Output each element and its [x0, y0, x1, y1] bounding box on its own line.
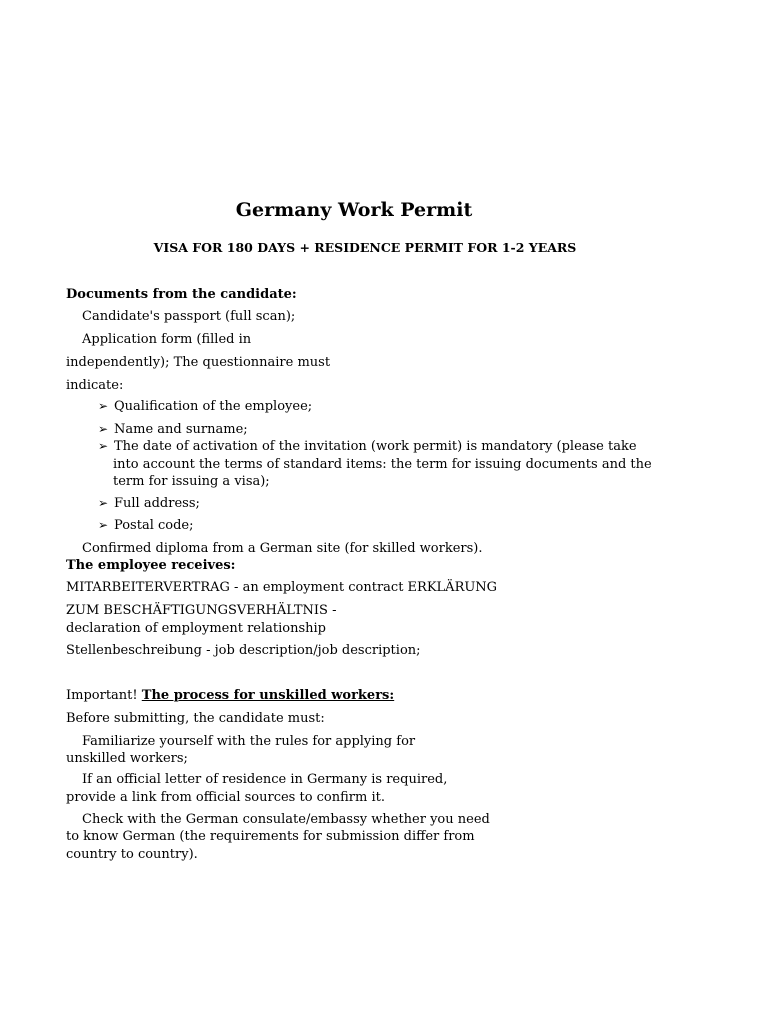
bullet-text: The date of activation of the invitation (work permit) is mandatory (please take — [114, 439, 637, 454]
consulate-check-line-1: Check with the German consulate/embassy whether you need — [82, 812, 490, 827]
before-submitting-line: Before submitting, the candidate must: — [66, 711, 325, 726]
bullet-name-surname — [98, 421, 248, 438]
employee-receives-heading: The employee receives: — [66, 558, 236, 573]
familiarize-line-1: Familiarize yourself with the rules for applying for — [82, 734, 416, 749]
consulate-check-line-3: country to country). — [66, 847, 198, 862]
arrow-bullet-icon: ➢ — [98, 422, 109, 436]
bullet-text: Name and surname; — [114, 422, 248, 437]
arrow-bullet-icon: ➢ — [98, 518, 109, 532]
candidate-documents-heading: Documents from the candidate: — [66, 287, 297, 302]
application-form-line-1: Application form (filled in — [82, 332, 252, 347]
arrow-bullet-icon: ➢ — [98, 496, 109, 510]
familiarize-line-2: unskilled workers; — [66, 751, 188, 766]
unskilled-process-heading: The process for unskilled workers: — [141, 688, 395, 703]
application-form-line-2: independently); The questionnaire must — [66, 355, 331, 370]
bullet-text: Qualification of the employee; — [114, 399, 313, 414]
official-letter-line-1: If an official letter of residence in Germany is required, — [82, 772, 448, 787]
bullet-activation-date — [98, 438, 637, 455]
arrow-bullet-icon: ➢ — [98, 439, 109, 453]
official-letter-line-2: provide a link from official sources to confirm it. — [66, 790, 385, 805]
page-subtitle: VISA FOR 180 DAYS + RESIDENCE PERMIT FOR 1-2 YEARS — [153, 240, 577, 255]
bullet-activation-date-cont-1: into account the terms of standard items: the term for issuing documents and the — [113, 457, 652, 472]
bullet-full-address — [98, 495, 200, 512]
contract-line-1: MITARBEITERVERTRAG - an employment contract ERKLÄRUNG — [66, 580, 498, 595]
arrow-bullet-icon: ➢ — [98, 399, 109, 413]
diploma-item: Confirmed diploma from a German site (for skilled workers). — [82, 541, 483, 556]
important-prefix: Important! — [66, 688, 138, 703]
page-title: Germany Work Permit — [235, 199, 473, 221]
bullet-qualification — [98, 398, 312, 415]
bullet-text: Full address; — [114, 496, 200, 511]
consulate-check-line-2: to know German (the requirements for submission differ from — [66, 829, 475, 844]
bullet-activation-date-cont-2: term for issuing a visa); — [113, 474, 270, 489]
important-line — [66, 687, 394, 704]
bullet-postal-code — [98, 517, 194, 534]
bullet-text: Postal code; — [114, 518, 194, 533]
job-description-item: Stellenbeschreibung - job description/job description; — [66, 643, 421, 658]
contract-line-2: ZUM BESCHÄFTIGUNGSVERHÄLTNIS - — [66, 603, 337, 618]
contract-line-3: declaration of employment relationship — [66, 621, 326, 636]
passport-item: Candidate's passport (full scan); — [82, 309, 296, 324]
application-form-line-3: indicate: — [66, 378, 124, 393]
